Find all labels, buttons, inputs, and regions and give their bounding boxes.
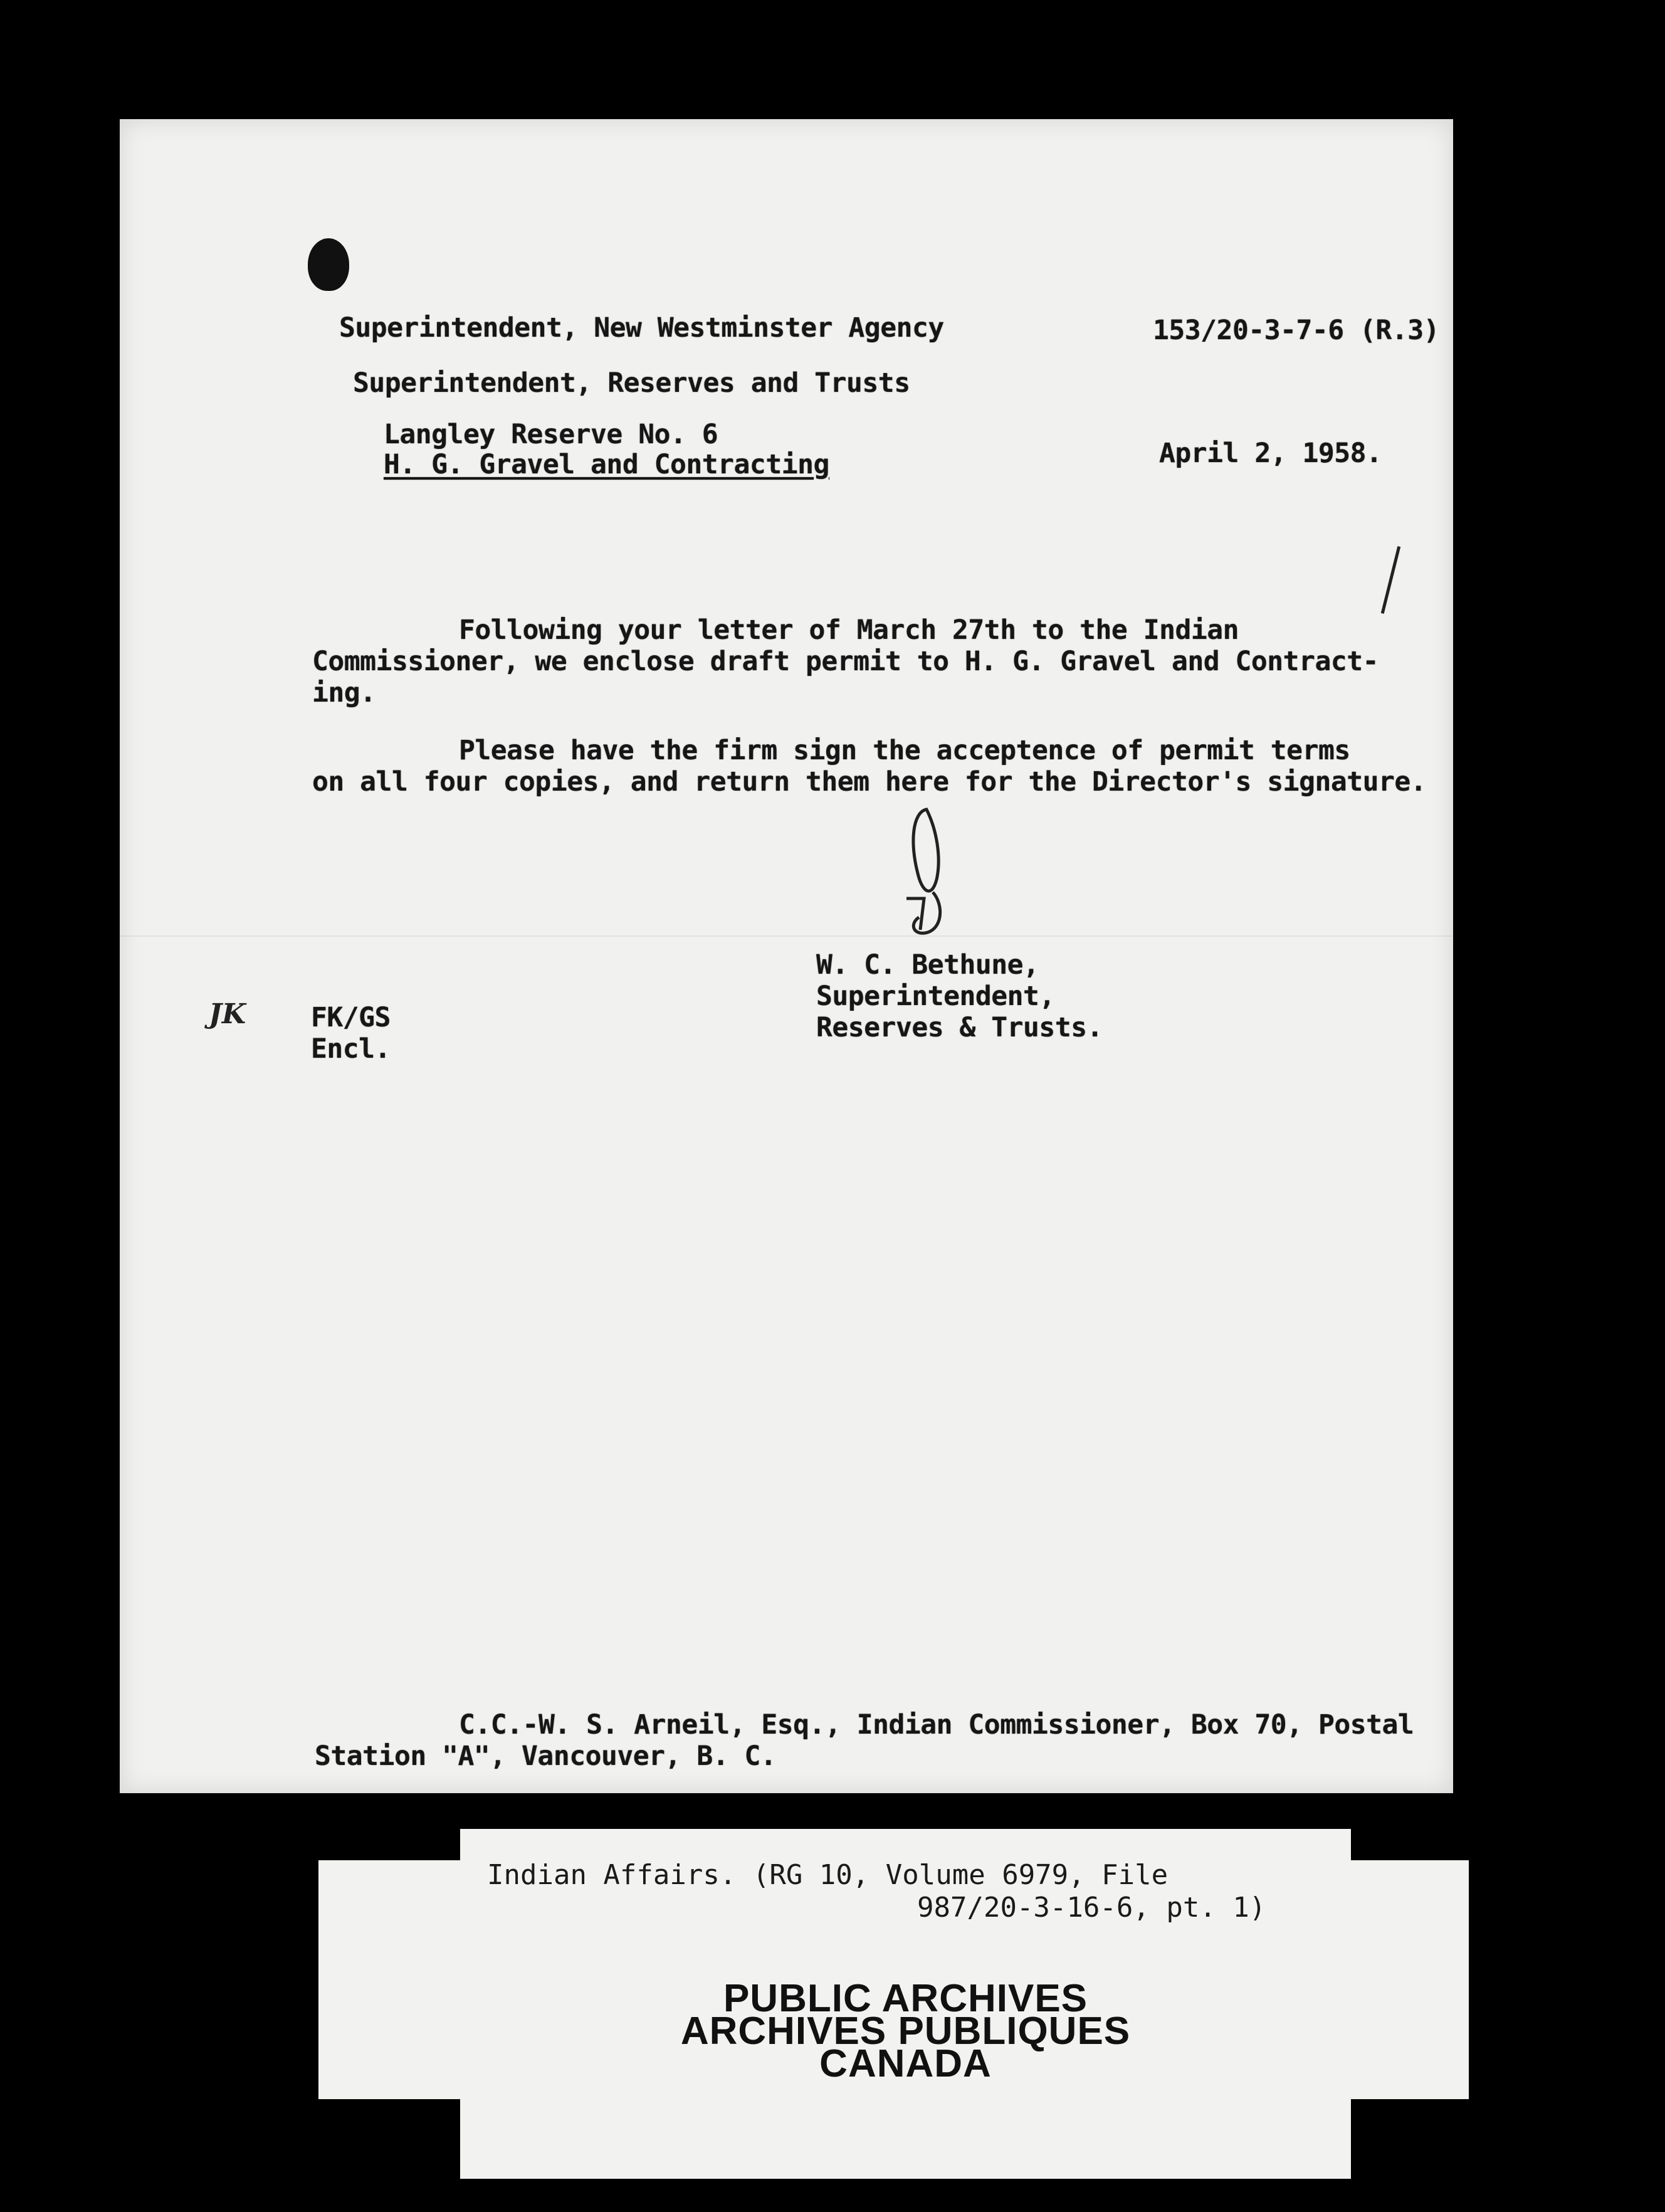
carbon-copy-line-2: Station "A", Vancouver, B. C.: [315, 1741, 777, 1772]
handwritten-initials: JK: [209, 998, 246, 1030]
archive-label-tab-left: [318, 1860, 461, 1967]
archive-label-tab-right: [1351, 1860, 1469, 1967]
subject-line-1: Langley Reserve No. 6: [384, 419, 718, 450]
handwritten-signature: [888, 804, 963, 949]
archive-stamp-line-3: CANADA: [819, 2042, 992, 2085]
archive-stamp-line-1: PUBLIC ARCHIVES: [723, 1977, 1088, 2020]
signer-department: Reserves & Trusts.: [816, 1012, 1103, 1043]
archive-reference-line-1: Indian Affairs. (RG 10, Volume 6979, File: [487, 1859, 1169, 1891]
addressee: Superintendent, New Westminster Agency: [339, 312, 944, 344]
archive-reference-line-2: 987/20-3-16-6, pt. 1): [917, 1892, 1266, 1924]
typist-initials: FK/GS: [311, 1002, 391, 1033]
paragraph-2-line-1: Please have the firm sign the acceptence of permit terms: [459, 735, 1350, 766]
sender: Superintendent, Reserves and Trusts: [353, 367, 910, 399]
punch-hole: [308, 238, 349, 291]
archive-stamp-line-2: ARCHIVES PUBLIQUES: [680, 2009, 1131, 2053]
carbon-copy-line-1: C.C.-W. S. Arneil, Esq., Indian Commissioner, Box 70, Postal: [459, 1709, 1414, 1741]
signer-name: W. C. Bethune,: [816, 949, 1039, 981]
fold-line: [120, 935, 1453, 937]
paragraph-2-line-2: on all four copies, and return them here for the Director's signature.: [312, 766, 1427, 798]
scanned-letter-page: [120, 119, 1453, 1793]
paragraph-1-line-3: ing.: [312, 677, 376, 708]
subject-line-2: H. G. Gravel and Contracting: [384, 449, 829, 480]
margin-pen-mark: [1381, 546, 1400, 614]
enclosure-note: Encl.: [311, 1033, 391, 1065]
signer-title: Superintendent,: [816, 981, 1055, 1012]
paragraph-1-line-1: Following your letter of March 27th to the Indian: [459, 614, 1239, 646]
paragraph-1-line-2: Commissioner, we enclose draft permit to H. G. Gravel and Contract-: [312, 646, 1379, 677]
file-reference: 153/20-3-7-6 (R.3): [1153, 315, 1439, 346]
letter-date: April 2, 1958.: [1159, 438, 1382, 469]
